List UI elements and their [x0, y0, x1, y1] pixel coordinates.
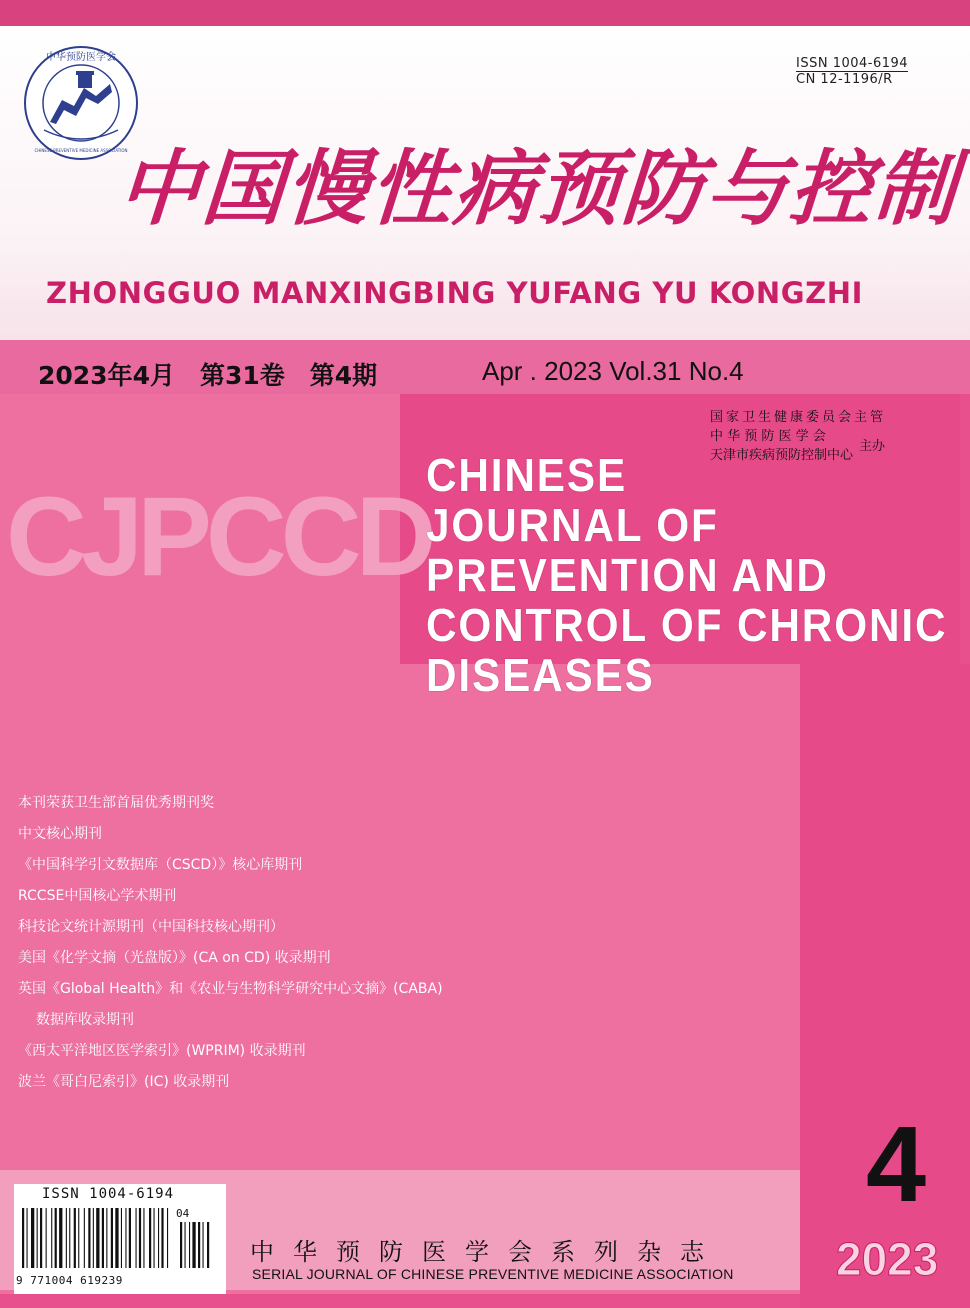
barcode-number	[16, 1274, 123, 1287]
issue-number: 4	[866, 1103, 927, 1224]
title-en-line: JOURNAL OF	[426, 499, 719, 551]
title-en-line: CONTROL OF CHRONIC	[426, 599, 948, 651]
issn-block	[796, 56, 908, 87]
honor-item: 《中国科学引文数据库（CSCD）》核心库期刊	[18, 857, 303, 873]
organizer-2: 天津市疾病预防控制中心	[710, 448, 854, 463]
barcode-bar	[46, 1208, 47, 1268]
barcode-bar	[51, 1208, 52, 1268]
issue-date-en: Apr . 2023 Vol.31 No.4	[482, 356, 744, 386]
honor-item: 《西太平洋地区医学索引》(WPRIM) 收录期刊	[18, 1043, 306, 1059]
barcode-bar	[31, 1208, 34, 1268]
barcode-bar	[125, 1208, 126, 1268]
barcode-bar	[149, 1208, 151, 1268]
honor-item: 本刊荣获卫生部首届优秀期刊奖	[18, 795, 214, 811]
honor-item: 英国《Global Health》和《农业与生物科学研究中心文摘》(CABA)	[18, 981, 443, 997]
barcode-bar	[40, 1208, 42, 1268]
barcode-bar	[129, 1208, 131, 1268]
barcode-addon-bar	[203, 1222, 204, 1268]
barcode-bar	[136, 1208, 137, 1268]
honor-item: 数据库收录期刊	[36, 1012, 134, 1028]
journal-title-pinyin: ZHONGGUO MANXINGBING YUFANG YU KONGZHI	[46, 276, 864, 310]
organizer-label: 主办	[859, 438, 886, 454]
barcode-addon-bar	[198, 1222, 200, 1268]
honor-item: 中文核心期刊	[18, 826, 102, 842]
honors-list	[18, 788, 443, 1098]
title-en-line: PREVENTION AND	[426, 549, 829, 601]
barcode-bar	[66, 1208, 67, 1268]
barcode-addon-bar	[180, 1222, 182, 1268]
supervisor-text: 国家卫生健康委员会主管	[710, 410, 887, 425]
barcode-bar	[74, 1208, 76, 1268]
series-title-en: SERIAL JOURNAL OF CHINESE PREVENTIVE MEDICINE ASSOCIATION	[252, 1266, 734, 1282]
barcode-bar	[69, 1208, 70, 1268]
barcode-bar	[158, 1208, 159, 1268]
barcode-bar	[84, 1208, 85, 1268]
top-color-band	[0, 0, 970, 26]
barcode-addon-bar	[192, 1222, 195, 1268]
title-en-line: DISEASES	[426, 649, 655, 701]
barcode-bar	[78, 1208, 79, 1268]
issue-year: 2023	[836, 1233, 939, 1285]
barcode-bar	[93, 1208, 94, 1268]
barcode-bar	[96, 1208, 99, 1268]
barcode-bar	[139, 1208, 141, 1268]
barcode-addon: 04	[176, 1207, 190, 1220]
barcode-bar	[88, 1208, 90, 1268]
barcode-bar	[106, 1208, 107, 1268]
issn-number: ISSN 1004-6194	[796, 56, 909, 71]
barcode-addon-bar	[185, 1222, 186, 1268]
honor-item: RCCSE中国核心学术期刊	[18, 888, 177, 904]
barcode-bar	[27, 1208, 28, 1268]
barcode-bar	[59, 1208, 62, 1268]
barcode-bar	[115, 1208, 118, 1268]
barcode-bar	[55, 1208, 57, 1268]
barcode-addon-bar	[189, 1222, 190, 1268]
cjpccd-watermark: CJPCCD	[6, 474, 431, 599]
barcode-bar	[167, 1208, 168, 1268]
logo-ring-text-en: CHINESE PREVENTIVE MEDICINE ASSOCIATION	[34, 148, 128, 153]
barcode-bar	[121, 1208, 122, 1268]
journal-title-cn: 中国慢性病预防与控制	[114, 141, 962, 237]
barcode-bar	[102, 1208, 104, 1268]
barcode-bar	[111, 1208, 113, 1268]
barcode-bar	[154, 1208, 155, 1268]
barcode-bar	[22, 1208, 24, 1268]
barcode-bar	[143, 1208, 144, 1268]
organizer-1: 中 华 预 防 医 学 会	[710, 429, 826, 444]
barcode-main-number: 9 771004 619239	[16, 1274, 123, 1287]
journal-title-en	[426, 449, 948, 701]
barcode-addon-bar	[207, 1222, 209, 1268]
series-title-cn: 中华预防医学会系列杂志	[250, 1238, 723, 1266]
barcode-icon	[18, 1206, 222, 1274]
issue-date-cn: 2023年4月 第31卷 第4期	[38, 361, 378, 390]
barcode-issn: ISSN 1004-6194	[42, 1186, 175, 1202]
honor-item: 美国《化学文摘（光盘版）》(CA on CD) 收录期刊	[18, 950, 331, 966]
title-en-line: CHINESE	[426, 449, 628, 501]
barcode-bar	[37, 1208, 38, 1268]
cn-number: CN 12-1196/R	[796, 72, 893, 87]
honor-item: 波兰《哥白尼索引》(IC) 收录期刊	[18, 1074, 230, 1090]
honor-item: 科技论文统计源期刊（中国科技核心期刊）	[18, 919, 284, 935]
logo-ring-text: 中华预防医学会	[46, 52, 116, 63]
barcode-bar	[161, 1208, 163, 1268]
